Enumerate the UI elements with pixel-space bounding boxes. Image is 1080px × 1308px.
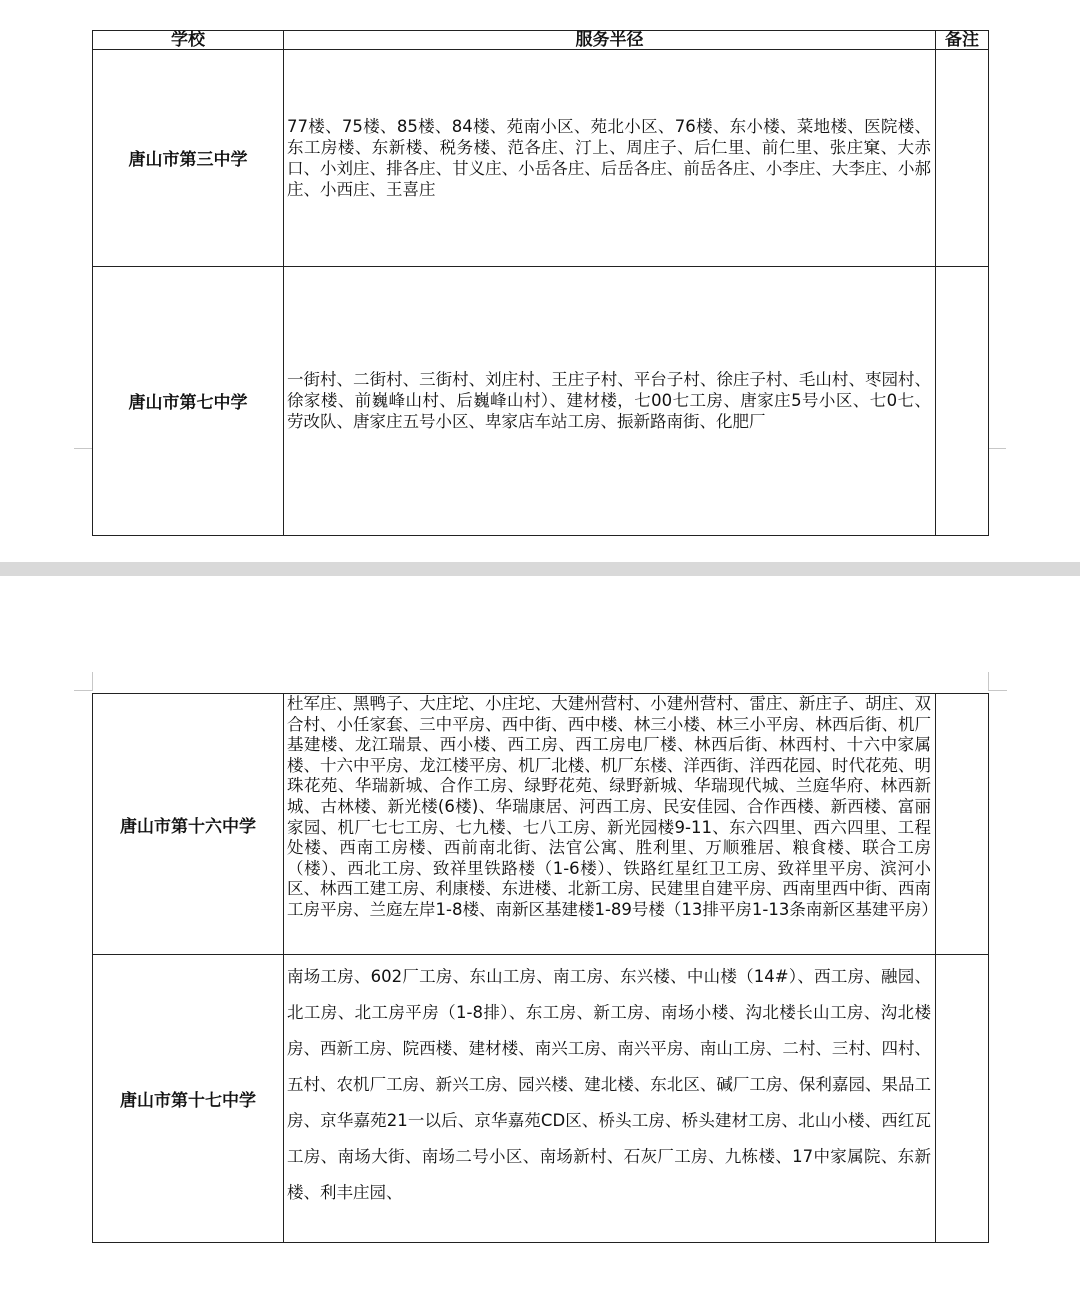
page-corner-mark bbox=[74, 672, 93, 691]
service-area-text: 一街村、二街村、三街村、刘庄村、王庄子村、平台子村、徐庄子村、毛山村、枣园村、徐家楼、前巍峰山村、后巍峰山村）、建材楼，七00七工房、唐家庄5号小区、七0七、劳改队、唐家庄五号小区、卑家店车站工房、振新路南街、化肥厂 bbox=[284, 266, 936, 535]
header-note: 备注 bbox=[936, 31, 989, 50]
table-row bbox=[93, 266, 989, 535]
note-cell bbox=[936, 50, 989, 267]
note-cell bbox=[936, 694, 989, 955]
school-name: 唐山市第十六中学 bbox=[93, 694, 284, 955]
page-separator bbox=[0, 562, 1080, 576]
table-row bbox=[93, 694, 989, 955]
school-name: 唐山市第十七中学 bbox=[93, 955, 284, 1243]
page-corner-mark bbox=[988, 672, 1007, 691]
note-cell bbox=[936, 955, 989, 1243]
school-name: 唐山市第七中学 bbox=[93, 266, 284, 535]
page-corner-mark bbox=[74, 430, 92, 449]
header-service-area: 服务半径 bbox=[284, 31, 936, 50]
service-area-text: 杜军庄、黑鸭子、大庄坨、小庄坨、大建州营村、小建州营村、雷庄、新庄子、胡庄、双合村、小任家套、三中平房、西中街、西中楼、林三小楼、林三小平房、林西后街、机厂基建楼、龙江瑞景、西小楼、西工房、西工房电厂楼、林西后街、林西村、十六中家属楼、十六中平房、龙江楼平房、机厂北楼、机厂东楼、洋西街、洋西花园、时代花苑、明珠花苑、华瑞新城、合作工房、绿野花苑、绿野新城、华瑞现代城、兰庭华府、林西新城、古林楼、新光楼(6楼)、华瑞康居、河西工房、民安佳园、合作西楼、新西楼、富丽家园、机厂七七工房、七九楼、七八工房、新光园楼9-11、东六四里、西六四里、工程处楼、西南工房楼、西前南北街、法官公寓、胜利里、万顺雅居、粮食楼、联合工房（楼）、西北工房、致祥里铁路楼（1-6楼）、铁路红星红卫工房、致祥里平房、滨河小区、林西工建工房、利康楼、东进楼、北新工房、民建里自建平房、西南里西中街、西南工房平房、兰庭左岸1-8楼、南新区基建楼1-89号楼（13排平房1-13条南新区基建平房） bbox=[284, 694, 936, 955]
school-name: 唐山市第三中学 bbox=[93, 50, 284, 267]
school-district-table-part-1 bbox=[92, 30, 989, 536]
page-corner-mark bbox=[988, 430, 1006, 449]
table-header-row bbox=[93, 31, 989, 50]
table-row bbox=[93, 955, 989, 1243]
document-page-2 bbox=[0, 576, 1080, 1308]
school-district-table-part-2 bbox=[92, 693, 989, 1243]
note-cell bbox=[936, 266, 989, 535]
table-row bbox=[93, 50, 989, 267]
service-area-text: 77楼、75楼、85楼、84楼、苑南小区、苑北小区、76楼、东小楼、菜地楼、医院楼、东工房楼、东新楼、税务楼、范各庄、汀上、周庄子、后仁里、前仁里、张庄窠、大赤口、小刘庄、排各庄、甘义庄、小岳各庄、后岳各庄、前岳各庄、小李庄、大李庄、小郝庄、小西庄、王喜庄 bbox=[284, 50, 936, 267]
service-area-text: 南场工房、602厂工房、东山工房、南工房、东兴楼、中山楼（14#）、西工房、融园、北工房、北工房平房（1-8排）、东工房、新工房、南场小楼、沟北楼长山工房、沟北楼房、西新工房、院西楼、建材楼、南兴工房、南兴平房、南山工房、二村、三村、四村、五村、农机厂工房、新兴工房、园兴楼、建北楼、东北区、碱厂工房、保利嘉园、果品工房、京华嘉苑21一以后、京华嘉苑CD区、桥头工房、桥头建材工房、北山小楼、西红瓦工房、南场大街、南场二号小区、南场新村、石灰厂工房、九栋楼、17中家属院、东新楼、利丰庄园、 bbox=[284, 955, 936, 1243]
header-school: 学校 bbox=[93, 31, 284, 50]
document-page-1 bbox=[0, 0, 1080, 562]
